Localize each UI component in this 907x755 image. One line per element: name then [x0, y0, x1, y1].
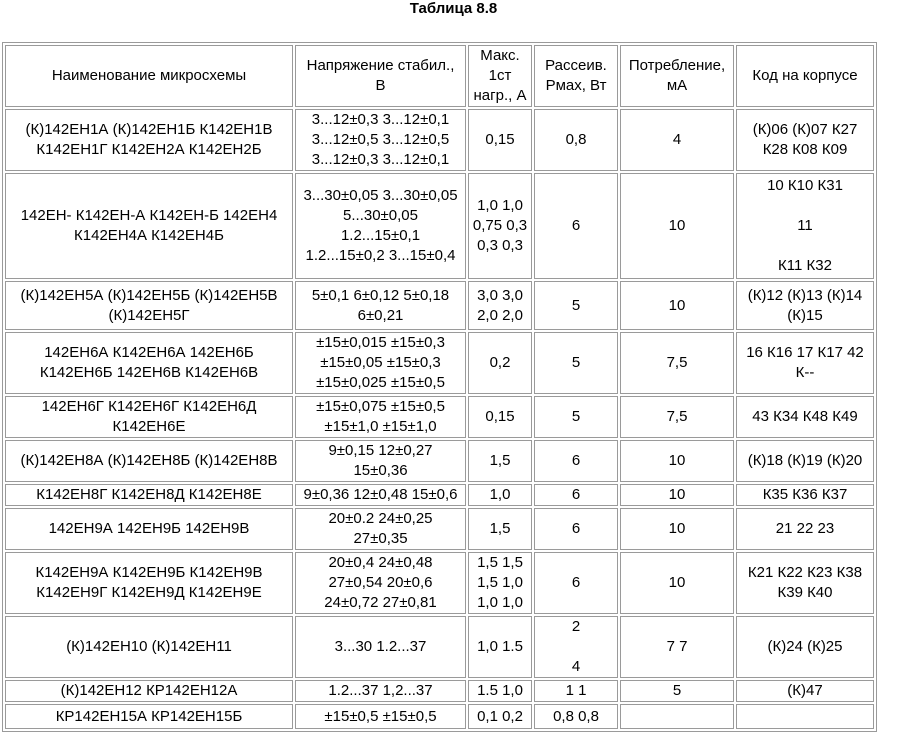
max-load-cell	[468, 508, 532, 550]
voltage-cell	[295, 332, 466, 394]
cell-line: 6	[571, 520, 581, 537]
cell-line: (К)142ЕН1А (К)142ЕН1Б К142ЕН1В	[25, 121, 273, 138]
cell-line: К28 К08 К09	[762, 141, 848, 158]
cell-line: 9±0,15 12±0,27	[328, 442, 433, 459]
cell-line: 3...12±0,3 3...12±0,1	[311, 151, 450, 168]
voltage-cell	[295, 484, 466, 506]
consumption-cell	[620, 484, 734, 506]
cell-line: 10	[668, 486, 686, 503]
cell-line: К--	[795, 364, 815, 381]
cell-line: 20±0.2 24±0,25	[328, 510, 433, 527]
header-package-code-cell	[736, 45, 874, 107]
cell-line: 21 22 23	[775, 520, 835, 537]
consumption-cell	[620, 616, 734, 678]
cell-line: 1,5 1,0	[477, 574, 523, 591]
max-load-cell	[468, 552, 532, 614]
cell-line: 16 К16 17 К17 42	[746, 344, 864, 361]
cell-line: Потребление,	[628, 57, 726, 74]
cell-line: 6	[571, 452, 581, 469]
max-load-cell	[468, 332, 532, 394]
cell-line: Макс.	[480, 47, 520, 64]
dissipation-cell	[534, 173, 618, 279]
dissipation-cell	[534, 109, 618, 171]
cell-line: 1.2...15±0,2 3...15±0,4	[305, 247, 456, 264]
cell-line: 0,15	[485, 131, 515, 148]
consumption-cell	[620, 440, 734, 482]
max-load-cell	[468, 616, 532, 678]
package-code-cell	[736, 173, 874, 279]
cell-line: 43 К34 К48 К49	[752, 408, 858, 425]
cell-line: (К)15	[787, 306, 823, 324]
cell-line: 1.2...15±0,1	[340, 227, 421, 244]
table-row	[5, 508, 874, 550]
cell-line: К21 К22 К23 К38	[747, 564, 863, 581]
dissipation-cell	[534, 616, 618, 678]
header-dissipation-cell	[534, 45, 618, 107]
consumption-cell	[620, 281, 734, 330]
cell-line: 0,1 0,2	[477, 707, 523, 725]
dissipation-cell	[534, 484, 618, 506]
cell-line: 1,0 1,0	[477, 197, 523, 214]
cell-line: 7,5	[666, 354, 688, 371]
cell-line: (К)12 (К)13 (К)14	[747, 286, 863, 304]
cell-line: 1,5	[489, 452, 511, 469]
voltage-cell	[295, 396, 466, 438]
cell-line: 3...30±0,05 3...30±0,05	[303, 187, 458, 204]
cell-line: К142ЕН9А К142ЕН9Б К142ЕН9В	[35, 564, 263, 581]
table-row	[5, 109, 874, 171]
cell-line: 0,15	[485, 408, 515, 425]
cell-line: К142ЕН4А К142ЕН4Б	[74, 227, 224, 244]
table-row	[5, 396, 874, 438]
cell-line: 7 7	[666, 638, 688, 655]
table-row	[5, 552, 874, 614]
cell-line: ±15±0,05 ±15±0,3	[320, 354, 441, 371]
max-load-cell	[468, 484, 532, 506]
cell-line: Наименование микросхемы	[51, 67, 247, 84]
cell-line: 10	[668, 217, 686, 234]
table-row	[5, 440, 874, 482]
voltage-cell	[295, 552, 466, 614]
name-cell	[5, 332, 293, 394]
cell-line: 142ЕН6Г К142ЕН6Г К142ЕН6Д	[41, 398, 257, 415]
header-max-load-cell	[468, 45, 532, 107]
name-cell	[5, 704, 293, 729]
line-spacer	[740, 236, 870, 256]
cell-line: 4	[672, 131, 682, 148]
voltage-cell	[295, 680, 466, 702]
cell-line: КР142ЕН15А КР142ЕН15Б	[55, 707, 243, 725]
cell-line: К35 К36 К37	[762, 486, 848, 503]
cell-line: 142ЕН- К142ЕН-А К142ЕН-Б 142ЕН4	[20, 207, 278, 224]
cell-line: К142ЕН6Е	[112, 418, 186, 435]
cell-line: 3...30 1.2...37	[334, 638, 427, 655]
stabilizer-table	[2, 42, 877, 732]
name-cell	[5, 552, 293, 614]
cell-line: 3,0 3,0	[477, 286, 523, 304]
cell-line: 6	[571, 486, 581, 503]
cell-line: 10	[668, 452, 686, 469]
package-code-cell	[736, 396, 874, 438]
cell-line: 2,0 2,0	[477, 306, 523, 324]
cell-line: 10	[668, 520, 686, 537]
dissipation-cell	[534, 281, 618, 330]
dissipation-cell	[534, 508, 618, 550]
package-code-cell	[736, 508, 874, 550]
package-code-cell	[736, 440, 874, 482]
voltage-cell	[295, 616, 466, 678]
cell-line: 5±0,1 6±0,12 5±0,18	[311, 286, 450, 304]
cell-line: 10	[668, 574, 686, 591]
cell-line: 2	[571, 618, 581, 635]
max-load-cell	[468, 281, 532, 330]
cell-line: (К)142ЕН5А (К)142ЕН5Б (К)142ЕН5В	[20, 286, 278, 304]
dissipation-cell	[534, 332, 618, 394]
cell-line: 1,0 1.5	[477, 638, 523, 655]
table-row	[5, 332, 874, 394]
line-spacer	[538, 637, 614, 657]
dissipation-cell	[534, 704, 618, 729]
cell-line: (К)142ЕН12 КР142ЕН12А	[60, 682, 238, 699]
table-row	[5, 281, 874, 330]
cell-line: 5...30±0,05	[343, 207, 418, 224]
table-body	[5, 45, 874, 729]
package-code-cell	[736, 704, 874, 729]
name-cell	[5, 440, 293, 482]
voltage-cell	[295, 704, 466, 729]
table-row	[5, 680, 874, 702]
cell-line: 7,5	[666, 408, 688, 425]
cell-line: 1,5	[489, 520, 511, 537]
max-load-cell	[468, 396, 532, 438]
cell-line: ±15±0,075 ±15±0,5	[316, 398, 445, 415]
cell-line: Pмах, Вт	[545, 77, 607, 94]
cell-line: 142ЕН9А 142ЕН9Б 142ЕН9В	[48, 520, 250, 537]
cell-line: 5	[571, 408, 581, 425]
package-code-cell	[736, 109, 874, 171]
cell-line: 9±0,36 12±0,48 15±0,6	[303, 486, 458, 503]
cell-line: В	[375, 77, 386, 94]
cell-line: 5	[571, 354, 581, 371]
max-load-cell	[468, 680, 532, 702]
cell-line: ±15±0,015 ±15±0,3	[316, 334, 445, 351]
line-spacer	[740, 707, 870, 727]
cell-line: 24±0,72 27±0,81	[324, 594, 437, 611]
package-code-cell	[736, 680, 874, 702]
name-cell	[5, 173, 293, 279]
voltage-cell	[295, 109, 466, 171]
cell-line: К142ЕН8Г К142ЕН8Д К142ЕН8Е	[36, 486, 262, 503]
cell-line: К39 К40	[777, 584, 833, 601]
cell-line: 1,0	[489, 486, 511, 503]
cell-line: 5	[672, 682, 682, 699]
table-row	[5, 616, 874, 678]
cell-line: 0,8 0,8	[553, 707, 599, 725]
name-cell	[5, 680, 293, 702]
voltage-cell	[295, 173, 466, 279]
name-cell	[5, 396, 293, 438]
package-code-cell	[736, 281, 874, 330]
dissipation-cell	[534, 396, 618, 438]
consumption-cell	[620, 704, 734, 729]
name-cell	[5, 616, 293, 678]
cell-line: 6	[571, 574, 581, 591]
package-code-cell	[736, 616, 874, 678]
voltage-cell	[295, 508, 466, 550]
consumption-cell	[620, 173, 734, 279]
cell-line: К142ЕН1Г К142ЕН2А К142ЕН2Б	[36, 141, 262, 158]
cell-line: 3...12±0,3 3...12±0,1	[311, 111, 450, 128]
name-cell	[5, 508, 293, 550]
cell-line: (К)142ЕН8А (К)142ЕН8Б (К)142ЕН8В	[20, 452, 278, 469]
cell-line: 27±0,54 20±0,6	[328, 574, 433, 591]
table-row	[5, 173, 874, 279]
cell-line: К142ЕН9Г К142ЕН9Д К142ЕН9Е	[36, 584, 262, 601]
cell-line: К11 К32	[778, 257, 832, 274]
cell-line: 6	[571, 217, 581, 234]
package-code-cell	[736, 552, 874, 614]
header-consumption-cell	[620, 45, 734, 107]
cell-line: 1 1	[565, 682, 587, 699]
cell-line: 10	[668, 296, 686, 314]
consumption-cell	[620, 680, 734, 702]
table-row	[5, 484, 874, 506]
cell-line: 27±0,35	[353, 530, 408, 547]
dissipation-cell	[534, 440, 618, 482]
cell-line: ±15±0,5 ±15±0,5	[324, 707, 437, 725]
cell-line: 1ст	[488, 67, 512, 84]
header-name-cell	[5, 45, 293, 107]
cell-line: (К)06 (К)07 К27	[752, 121, 858, 138]
header-voltage-cell	[295, 45, 466, 107]
cell-line: 15±0,36	[353, 462, 408, 479]
table-row	[5, 704, 874, 729]
name-cell	[5, 281, 293, 330]
consumption-cell	[620, 332, 734, 394]
cell-line: 6±0,21	[357, 306, 404, 324]
cell-line: 1.5 1,0	[477, 682, 523, 699]
cell-line: ±15±1,0 ±15±1,0	[324, 418, 437, 435]
cell-line: 10 К10 К31	[767, 177, 843, 194]
header-row	[5, 45, 874, 107]
cell-line: (К)142ЕН5Г	[108, 306, 190, 324]
cell-line: 0,2	[489, 354, 511, 371]
cell-line: Напряжение стабил.,	[306, 57, 455, 74]
consumption-cell	[620, 109, 734, 171]
cell-line: 3...12±0,5 3...12±0,5	[311, 131, 450, 148]
cell-line: (К)18 (К)19 (К)20	[747, 452, 863, 469]
cell-line: К142ЕН6Б 142ЕН6В К142ЕН6В	[39, 364, 259, 381]
cell-line: 142ЕН6А К142ЕН6А 142ЕН6Б	[44, 344, 254, 361]
dissipation-cell	[534, 680, 618, 702]
max-load-cell	[468, 704, 532, 729]
max-load-cell	[468, 440, 532, 482]
cell-line: 1.2...37 1,2...37	[328, 682, 433, 699]
voltage-cell	[295, 440, 466, 482]
cell-line: (К)47	[787, 682, 823, 699]
name-cell	[5, 484, 293, 506]
cell-line: Рассеив.	[545, 57, 607, 74]
max-load-cell	[468, 173, 532, 279]
max-load-cell	[468, 109, 532, 171]
consumption-cell	[620, 552, 734, 614]
package-code-cell	[736, 484, 874, 506]
voltage-cell	[295, 281, 466, 330]
cell-line: 5	[571, 296, 581, 314]
package-code-cell	[736, 332, 874, 394]
cell-line: нагр., А	[473, 87, 527, 104]
name-cell	[5, 109, 293, 171]
dissipation-cell	[534, 552, 618, 614]
consumption-cell	[620, 508, 734, 550]
cell-line: 0,75 0,3	[472, 217, 528, 234]
cell-line: ±15±0,025 ±15±0,5	[316, 374, 445, 391]
cell-line: 1,5 1,5	[477, 554, 523, 571]
cell-line: 0,8	[565, 131, 587, 148]
cell-line: 0,3 0,3	[477, 237, 523, 254]
table-title: Таблица 8.8	[409, 0, 498, 17]
cell-line: 4	[571, 658, 581, 675]
cell-line: 20±0,4 24±0,48	[328, 554, 433, 571]
cell-line: Код на корпусе	[752, 67, 858, 84]
cell-line: (К)142ЕН10 (К)142ЕН11	[66, 638, 232, 655]
cell-line: 1,0 1,0	[477, 594, 523, 611]
consumption-cell	[620, 396, 734, 438]
line-spacer	[740, 196, 870, 216]
cell-line: мА	[666, 77, 688, 94]
cell-line: 11	[797, 217, 813, 234]
line-spacer	[624, 707, 730, 727]
cell-line: (К)24 (К)25	[767, 638, 843, 655]
